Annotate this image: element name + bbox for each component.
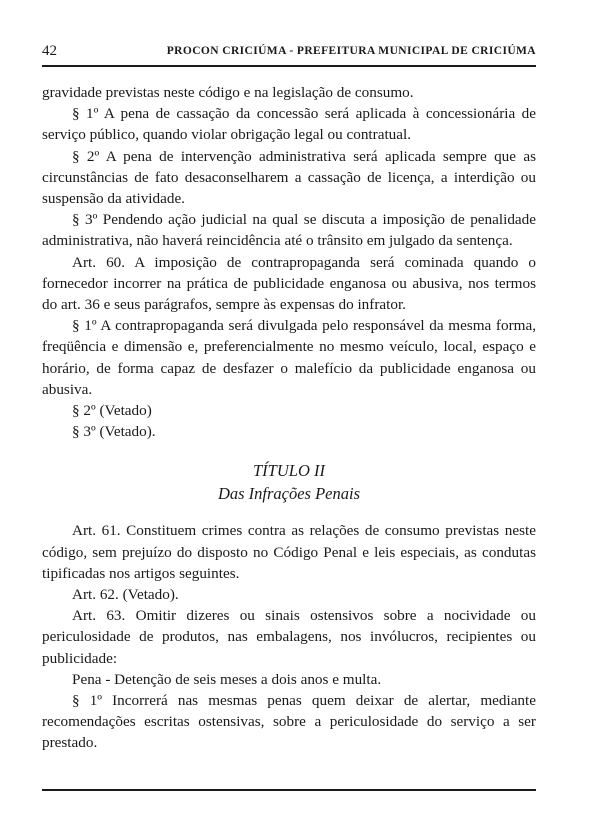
page-number: 42 [42, 43, 57, 59]
section-heading [42, 459, 536, 505]
paragraph: § 3º (Vetado). [72, 423, 156, 441]
paragraphs-top [42, 82, 536, 442]
paragraph: Art. 60. A imposição de contrapropaganda será cominada quando o fornecedor incorrer na prática de publicidade enganosa ou abusiva, nos termos do art. 36 e seus parágrafos, sempre às expensas do infrator. [42, 253, 536, 314]
paragraph: § 3º Pendendo ação judicial na qual se discuta a imposição de penalidade administrativa, não haverá reincidência até o trânsito em julgado da sentença. [42, 211, 536, 250]
paragraph: Pena - Detenção de seis meses a dois anos e multa. [72, 670, 382, 688]
page-header [42, 37, 536, 67]
section-subtitle: Das Infrações Penais [217, 484, 361, 504]
paragraph: Art. 63. Omitir dizeres ou sinais ostensivos sobre a nocividade ou periculosidade de produtos, nas embalagens, nos invólucros, recipientes ou publicidade: [42, 607, 536, 667]
paragraph: § 1º A contrapropaganda será divulgada pelo responsável da mesma forma, freqüência e dimensão e, preferencialmente no mesmo veículo, local, espaço e horário, de forma capaz de desfazer o malefício da publicidade enganosa ou abusiva. [42, 317, 536, 398]
paragraph: § 1º A pena de cassação da concessão será aplicada à concessionária de serviço público, quando violar obrigação legal ou contratual. [42, 105, 536, 144]
paragraph: gravidade previstas neste código e na legislação de consumo. [42, 84, 414, 101]
paragraph: Art. 62. (Vetado). [72, 586, 179, 604]
section-title: TÍTULO II [253, 461, 325, 481]
header-rule [42, 65, 536, 67]
paragraph: § 2º A pena de intervenção administrativa será aplicada sempre que as circunstâncias de fato desaconselharem a cassação de licença, a interdição ou suspensão da atividade. [42, 147, 536, 208]
running-head: PROCON CRICIÚMA - PREFEITURA MUNICIPAL DE CRICIÚMA [166, 45, 536, 57]
paragraph: Art. 61. Constituem crimes contra as relações de consumo previstas neste código, sem prejuízo do disposto no Código Penal e leis especiais, as condutas tipificadas nos artigos seguintes. [42, 522, 536, 582]
footer-rule [42, 789, 536, 791]
paragraph: § 2º (Vetado) [72, 402, 152, 420]
paragraphs-bottom [42, 520, 536, 753]
page-body [42, 82, 536, 754]
paragraph: § 1º Incorrerá nas mesmas penas quem deixar de alertar, mediante recomendações escritas ostensivas, sobre a periculosidade do serviço a ser prestado. [42, 692, 536, 752]
